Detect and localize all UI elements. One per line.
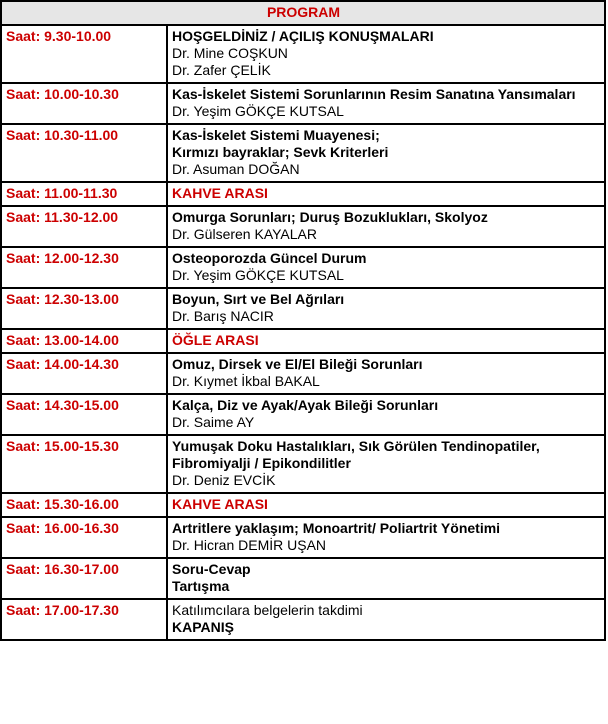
schedule-row <box>1 288 605 329</box>
time-cell: Saat: 14.00-14.30 <box>1 353 167 394</box>
schedule-row <box>1 182 605 206</box>
session-title: Soru-Cevap <box>172 561 251 577</box>
session-title: Yumuşak Doku Hastalıkları, Sık Görülen Tendinopatiler, Fibromiyalji / Epikondilitler <box>172 438 540 471</box>
time-cell: Saat: 9.30-10.00 <box>1 25 167 83</box>
time-cell: Saat: 15.00-15.30 <box>1 435 167 493</box>
session-title: Boyun, Sırt ve Bel Ağrıları <box>172 291 345 307</box>
break-label: KAHVE ARASI <box>172 185 268 201</box>
time-cell: Saat: 16.30-17.00 <box>1 558 167 599</box>
program-header: PROGRAM <box>1 1 605 25</box>
session-title: Omuz, Dirsek ve El/El Bileği Sorunları <box>172 356 423 372</box>
session-title: HOŞGELDİNİZ / AÇILIŞ KONUŞMALARI <box>172 28 434 44</box>
schedule-row <box>1 517 605 558</box>
schedule-row <box>1 599 605 640</box>
speaker-name: Dr. Saime AY <box>172 414 255 430</box>
time-cell: Saat: 10.30-11.00 <box>1 124 167 182</box>
session-cell <box>167 353 605 394</box>
schedule-row <box>1 353 605 394</box>
session-text: Katılımcılara belgelerin takdimi <box>172 602 363 618</box>
time-cell: Saat: 16.00-16.30 <box>1 517 167 558</box>
session-title: Artritlere yaklaşım; Monoartrit/ Poliartrit Yönetimi <box>172 520 501 536</box>
session-cell <box>167 493 605 517</box>
speaker-name: Dr. Yeşim GÖKÇE KUTSAL <box>172 267 344 283</box>
session-title: Kalça, Diz ve Ayak/Ayak Bileği Sorunları <box>172 397 439 413</box>
speaker-name: Dr. Yeşim GÖKÇE KUTSAL <box>172 103 344 119</box>
time-cell: Saat: 11.30-12.00 <box>1 206 167 247</box>
schedule-row <box>1 124 605 182</box>
time-cell: Saat: 14.30-15.00 <box>1 394 167 435</box>
session-title: Kas-İskelet Sistemi Sorunlarının Resim Sanatına Yansımaları <box>172 86 576 102</box>
session-cell <box>167 206 605 247</box>
session-cell <box>167 124 605 182</box>
speaker-name: Dr. Kıymet İkbal BAKAL <box>172 373 320 389</box>
time-cell: Saat: 12.00-12.30 <box>1 247 167 288</box>
session-title: KAPANIŞ <box>172 619 234 635</box>
speaker-name: Dr. Zafer ÇELİK <box>172 62 271 78</box>
schedule-row <box>1 493 605 517</box>
session-cell <box>167 83 605 124</box>
session-cell <box>167 25 605 83</box>
session-title: Osteoporozda Güncel Durum <box>172 250 367 266</box>
session-cell <box>167 394 605 435</box>
break-label: KAHVE ARASI <box>172 496 268 512</box>
session-cell <box>167 288 605 329</box>
schedule-row <box>1 247 605 288</box>
time-cell: Saat: 15.30-16.00 <box>1 493 167 517</box>
session-cell <box>167 517 605 558</box>
session-cell <box>167 435 605 493</box>
session-title: Tartışma <box>172 578 230 594</box>
time-cell: Saat: 12.30-13.00 <box>1 288 167 329</box>
session-title: Kas-İskelet Sistemi Muayenesi; <box>172 127 380 143</box>
session-title: Omurga Sorunları; Duruş Bozuklukları, Skolyoz <box>172 209 488 225</box>
break-label: ÖĞLE ARASI <box>172 332 259 348</box>
schedule-row <box>1 558 605 599</box>
speaker-name: Dr. Asuman DOĞAN <box>172 161 300 177</box>
speaker-name: Dr. Hicran DEMİR UŞAN <box>172 537 327 553</box>
speaker-name: Dr. Deniz EVCİK <box>172 472 276 488</box>
schedule-row <box>1 435 605 493</box>
session-cell <box>167 558 605 599</box>
schedule-row <box>1 329 605 353</box>
session-cell <box>167 182 605 206</box>
session-cell <box>167 329 605 353</box>
speaker-name: Dr. Barış NACIR <box>172 308 274 324</box>
schedule-row <box>1 83 605 124</box>
session-title: Kırmızı bayraklar; Sevk Kriterleri <box>172 144 389 160</box>
schedule-row <box>1 206 605 247</box>
time-cell: Saat: 13.00-14.00 <box>1 329 167 353</box>
session-cell <box>167 599 605 640</box>
time-cell: Saat: 17.00-17.30 <box>1 599 167 640</box>
time-cell: Saat: 11.00-11.30 <box>1 182 167 206</box>
speaker-name: Dr. Mine COŞKUN <box>172 45 288 61</box>
speaker-name: Dr. Gülseren KAYALAR <box>172 226 317 242</box>
header-row <box>1 1 605 25</box>
time-cell: Saat: 10.00-10.30 <box>1 83 167 124</box>
session-cell <box>167 247 605 288</box>
schedule-row <box>1 394 605 435</box>
schedule-row <box>1 25 605 83</box>
